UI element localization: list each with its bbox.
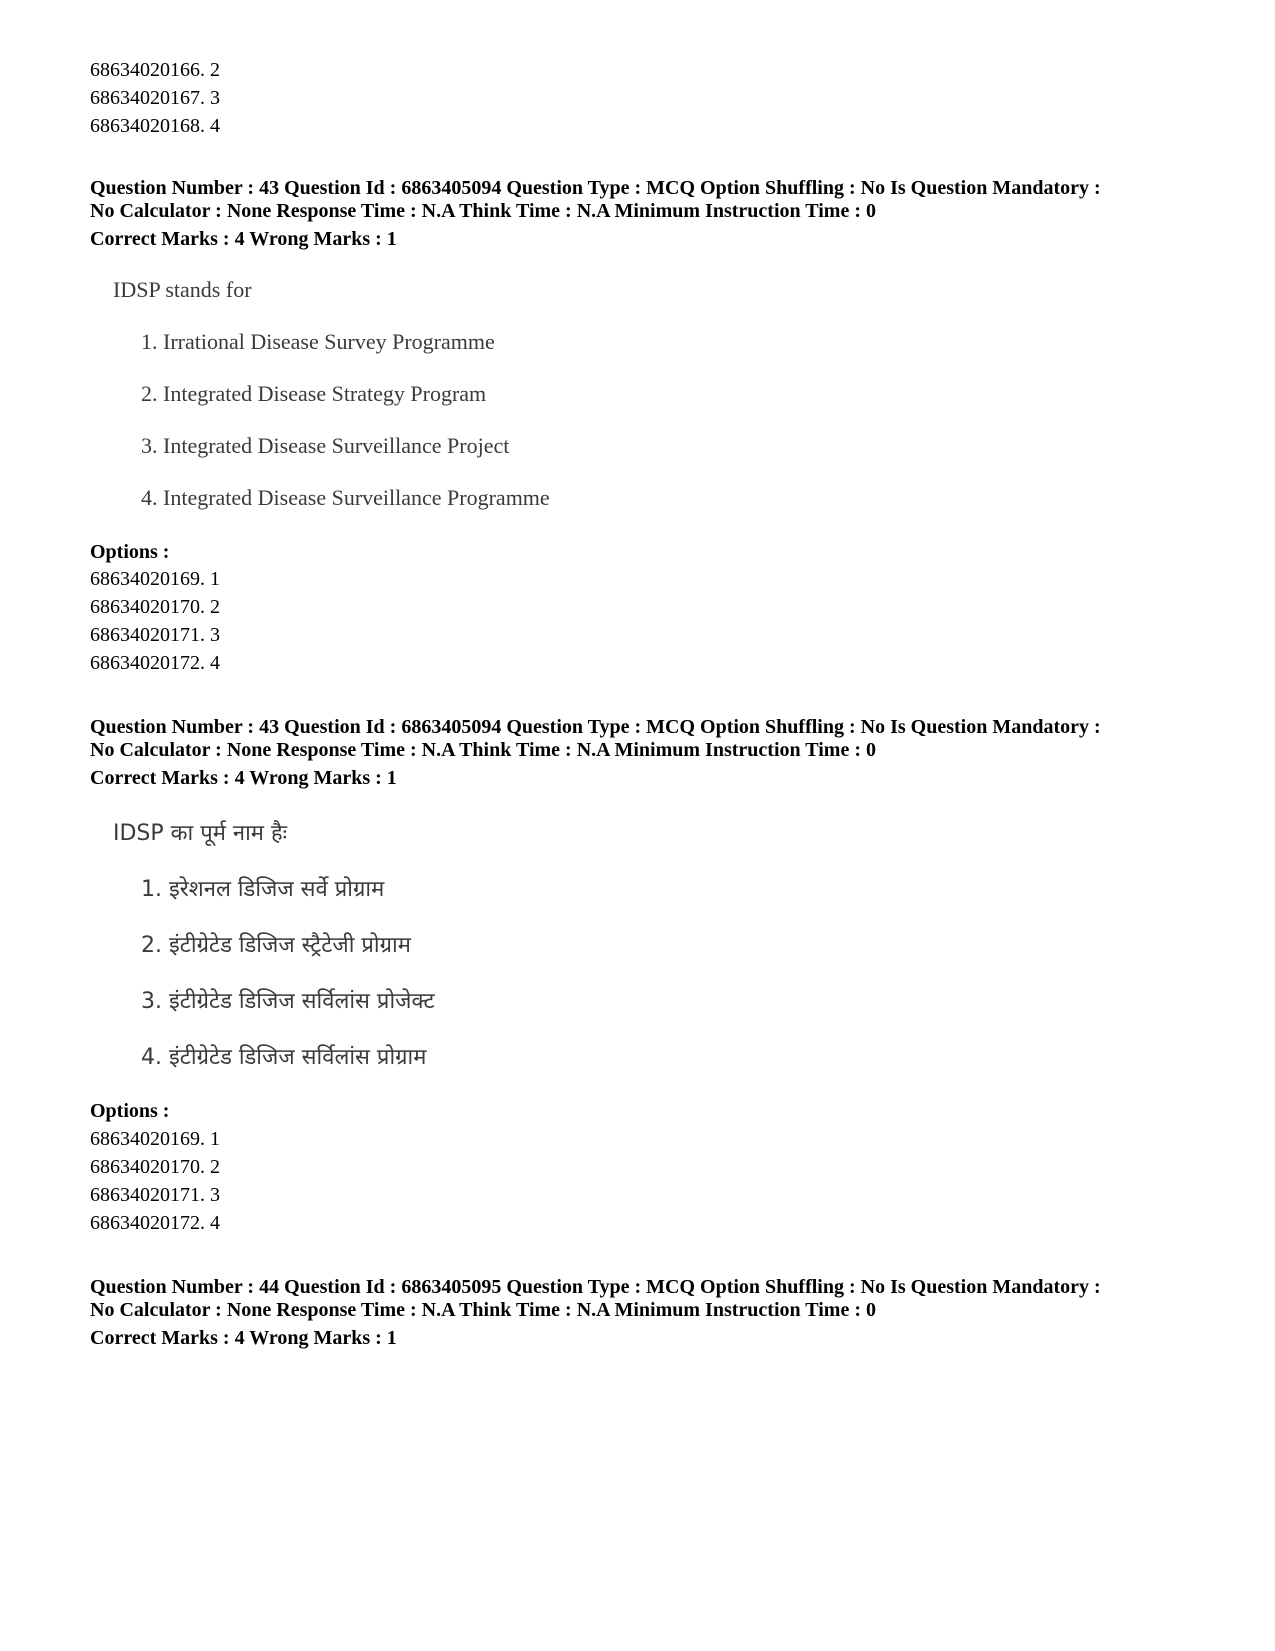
question-choice: 3. Integrated Disease Surveillance Project (141, 433, 510, 458)
question-marks: Correct Marks : 4 Wrong Marks : 1 (90, 228, 397, 250)
question-stem: IDSP का पूर्म नाम हैः (113, 821, 288, 846)
question-header: No Calculator : None Response Time : N.A Think Time : N.A Minimum Instruction Time : 0 (90, 739, 876, 761)
question-choice: 4. Integrated Disease Surveillance Programme (141, 485, 550, 510)
question-choice: 2. Integrated Disease Strategy Program (141, 381, 487, 406)
question-choice: 4. इंटीग्रेटेड डिजिज सर्विलांस प्रोग्राम (141, 1045, 427, 1070)
option-line: 68634020166. 2 (90, 59, 220, 81)
option-line: 68634020170. 2 (90, 596, 220, 618)
option-line: 68634020171. 3 (90, 624, 220, 646)
option-line: 68634020169. 1 (90, 1128, 220, 1150)
question-header: No Calculator : None Response Time : N.A Think Time : N.A Minimum Instruction Time : 0 (90, 200, 876, 222)
option-line: 68634020167. 3 (90, 87, 220, 109)
question-stem: IDSP stands for (113, 277, 252, 302)
question-choice: 1. Irrational Disease Survey Programme (141, 329, 495, 354)
question-choice: 1. इरेशनल डिजिज सर्वे प्रोग्राम (141, 877, 385, 902)
option-line: 68634020172. 4 (90, 1212, 220, 1234)
option-line: 68634020172. 4 (90, 652, 220, 674)
question-choice: 3. इंटीग्रेटेड डिजिज सर्विलांस प्रोजेक्ट (141, 989, 435, 1014)
question-marks: Correct Marks : 4 Wrong Marks : 1 (90, 1327, 397, 1349)
option-line: 68634020171. 3 (90, 1184, 220, 1206)
options-label: Options : (90, 1100, 170, 1122)
question-header: Question Number : 44 Question Id : 6863405095 Question Type : MCQ Option Shuffling : No Is Question Mandatory : (90, 1276, 1101, 1298)
question-header: Question Number : 43 Question Id : 6863405094 Question Type : MCQ Option Shuffling : No Is Question Mandatory : (90, 177, 1101, 199)
option-line: 68634020170. 2 (90, 1156, 220, 1178)
option-line: 68634020169. 1 (90, 568, 220, 590)
question-choice: 2. इंटीग्रेटेड डिजिज स्ट्रैटेजी प्रोग्राम (141, 933, 411, 958)
question-header: Question Number : 43 Question Id : 6863405094 Question Type : MCQ Option Shuffling : No Is Question Mandatory : (90, 716, 1101, 738)
question-header: No Calculator : None Response Time : N.A Think Time : N.A Minimum Instruction Time : 0 (90, 1299, 876, 1321)
options-label: Options : (90, 541, 170, 563)
option-line: 68634020168. 4 (90, 115, 220, 137)
question-marks: Correct Marks : 4 Wrong Marks : 1 (90, 767, 397, 789)
